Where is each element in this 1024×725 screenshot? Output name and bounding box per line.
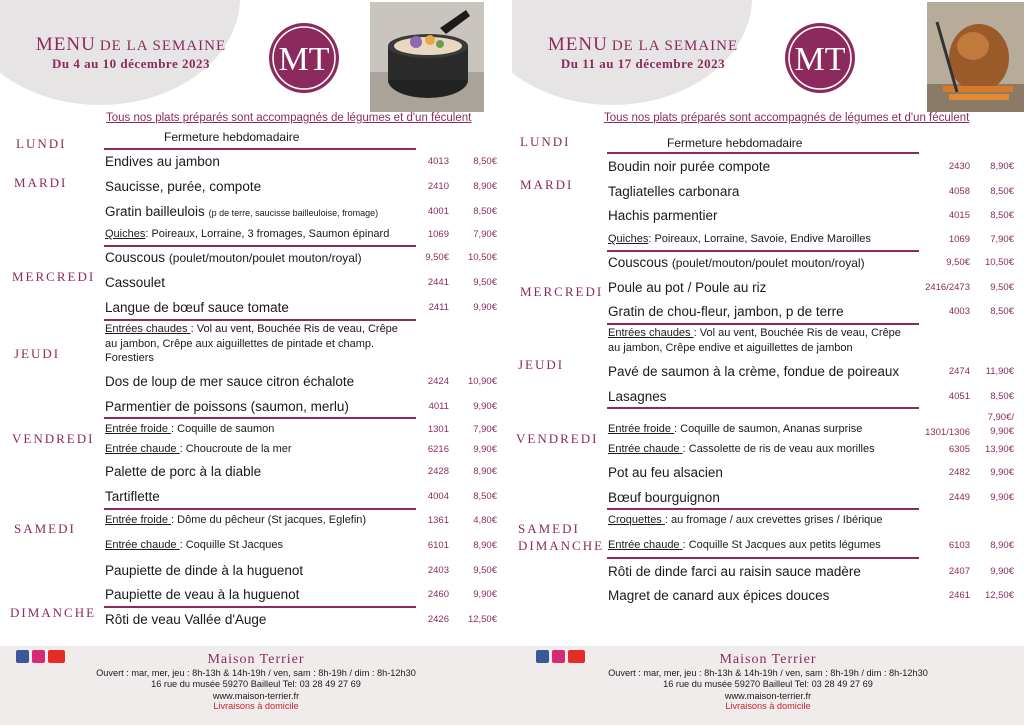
website-link[interactable]: www.maison-terrier.fr [212, 691, 300, 701]
day-samedi: SAMEDI [518, 521, 580, 536]
opening-hours: Ouvert : mar, mer, jeu : 8h-13h & 14h-19h / ven, sam : 8h-19h / dim : 8h-12h30 [96, 668, 416, 678]
menu-item: Endives au jambon 4013 8,50€ [105, 153, 497, 169]
menu-item: Croquettes : au fromage / aux crevettes grises / Ibérique [608, 514, 883, 526]
divider [607, 407, 919, 409]
brand-name: Maison Terrier [719, 652, 817, 667]
menu-item: Paupiette de dinde à la huguenot 2403 9,50€ [105, 562, 497, 578]
menu-item: Hachis parmentier 4015 8,50€ [608, 207, 1014, 223]
closure-notice: Fermeture hebdomadaire [164, 130, 300, 144]
menu-item: Gratin de chou-fleur, jambon, p de terre 4003 8,50€ [608, 303, 1014, 319]
opening-hours: Ouvert : mar, mer, jeu : 8h-13h & 14h-19h / ven, sam : 8h-19h / dim : 8h-12h30 [608, 668, 928, 678]
website-link[interactable]: www.maison-terrier.fr [724, 691, 812, 701]
menu-item: Lasagnes 4051 8,50€ [608, 388, 1014, 404]
menu-item: Pavé de saumon à la crème, fondue de poireaux 2474 11,90€ [608, 363, 1014, 379]
menu-item: Dos de loup de mer sauce citron échalote 2424 10,90€ [105, 373, 497, 389]
menu-item: Couscous (poulet/mouton/poulet mouton/royal) 9,50€ 10,50€ [105, 249, 497, 265]
menu-note: Tous nos plats préparés sont accompagnés de légumes et d'un féculent [604, 112, 970, 124]
day-vendredi: VENDREDI [516, 431, 599, 446]
menu-item: Entrée chaude : Coquille St Jacques 6101 8,90€ [105, 539, 497, 551]
menu-item: Poule au pot / Poule au riz 2416/2473 9,50€ [608, 279, 1014, 295]
maison-terrier-logo [268, 22, 340, 94]
divider [104, 319, 416, 321]
menu-item: Entrée froide : Coquille de saumon 1301 7,90€ [105, 423, 497, 435]
closure-notice: Fermeture hebdomadaire [667, 136, 803, 150]
menu-item: Entrée chaude : Coquille St Jacques aux petits légumes 6103 8,90€ [608, 539, 1014, 551]
menu-item: Bœuf bourguignon 2449 9,90€ [608, 489, 1014, 505]
divider [607, 152, 919, 154]
menu-item: Langue de bœuf sauce tomate 2411 9,90€ [105, 299, 497, 315]
day-vendredi: VENDREDI [12, 431, 95, 446]
divider [607, 323, 919, 325]
menu-note: Tous nos plats préparés sont accompagnés de légumes et d'un féculent [106, 112, 472, 124]
menu-item: Palette de porc à la diable 2428 8,90€ [105, 463, 497, 479]
day-dimanche: DIMANCHE [518, 538, 605, 553]
menu-item-entrees: Entrées chaudes : Vol au vent, Bouchée Ris de veau, Crêpe au jambon, Crêpe endive et aiguillettes de jambon [608, 327, 901, 354]
day-samedi: SAMEDI [14, 521, 76, 536]
day-jeudi: JEUDI [14, 346, 61, 361]
day-jeudi: JEUDI [518, 357, 565, 372]
address: 16 rue du musée 59270 Bailleul Tel: 03 28 49 27 69 [151, 679, 361, 689]
day-lundi: LUNDI [520, 134, 571, 149]
menu-title: MENU DE LA SEMAINE [547, 34, 739, 55]
menu-dates: Du 4 au 10 décembre 2023 [51, 56, 210, 71]
footer [512, 646, 1024, 725]
menu-item: Entrée chaude : Cassolette de ris de veau aux morilles 6305 13,90€ [608, 443, 1014, 455]
menu-item-entrees: Entrées chaudes : Vol au vent, Bouchée Ris de veau, Crêpe au jambon, Crêpe aux aiguillettes de pintade et champ. Forestiers [105, 323, 398, 364]
menu-item: Entrée chaude : Choucroute de la mer 6216 9,90€ [105, 443, 497, 455]
menu-item: Entrée froide : Coquille de saumon, Ananas surprise 1301/1306 7,90€/ 9,90€ [608, 412, 1014, 438]
menu-item: Tagliatelles carbonara 4058 8,50€ [608, 183, 1014, 199]
day-mardi: MARDI [520, 177, 574, 192]
menu-item: Couscous (poulet/mouton/poulet mouton/royal) 9,50€ 10,50€ [608, 254, 1014, 270]
day-mercredi: MERCREDI [520, 284, 604, 299]
menu-item: Boudin noir purée compote 2430 8,90€ [608, 158, 1014, 174]
day-dimanche: DIMANCHE [10, 605, 97, 620]
menu-item: Paupiette de veau à la huguenot 2460 9,90€ [105, 586, 497, 602]
menu-item: Parmentier de poissons (saumon, merlu) 4011 9,90€ [105, 398, 497, 414]
dish-photo [370, 2, 484, 112]
menu-item: Magret de canard aux épices douces 2461 12,50€ [608, 587, 1014, 603]
divider [607, 557, 919, 559]
menu-item: Quiches: Poireaux, Lorraine, 3 fromages, Saumon épinard 1069 7,90€ [105, 228, 497, 240]
menu-item: Rôti de veau Vallée d'Auge 2426 12,50€ [105, 611, 497, 627]
menu-item: Gratin bailleulois (p de terre, saucisse bailleuloise, fromage) 4001 8,50€ [105, 203, 497, 219]
footer [0, 646, 512, 725]
menu-item: Rôti de dinde farci au raisin sauce madère 2407 9,90€ [608, 563, 1014, 579]
menu-title: MENU DE LA SEMAINE [35, 34, 227, 55]
svg-text:MT: MT [278, 41, 330, 78]
menu-item: Tartiflette 4004 8,50€ [105, 488, 497, 504]
delivery-note: Livraisons à domicile [213, 701, 299, 711]
day-mardi: MARDI [14, 175, 68, 190]
brand-name: Maison Terrier [207, 652, 305, 667]
menu-item: Pot au feu alsacien 2482 9,90€ [608, 464, 1014, 480]
day-mercredi: MERCREDI [12, 269, 96, 284]
menu-item: Cassoulet 2441 9,50€ [105, 274, 497, 290]
menu-panel-week-2 [512, 0, 1024, 725]
address: 16 rue du musée 59270 Bailleul Tel: 03 28 49 27 69 [663, 679, 873, 689]
menu-item: Quiches: Poireaux, Lorraine, Savoie, Endive Maroilles 1069 7,90€ [608, 233, 1014, 245]
dish-photo [927, 2, 1024, 112]
menu-item: Entrée froide : Dôme du pêcheur (St jacques, Eglefin) 1361 4,80€ [105, 514, 497, 526]
day-lundi: LUNDI [16, 136, 67, 151]
menu-item: Saucisse, purée, compote 2410 8,90€ [105, 178, 497, 194]
maison-terrier-logo [784, 22, 856, 94]
menu-dates: Du 11 au 17 décembre 2023 [560, 56, 726, 71]
svg-text:MT: MT [794, 41, 846, 78]
delivery-note: Livraisons à domicile [725, 701, 811, 711]
